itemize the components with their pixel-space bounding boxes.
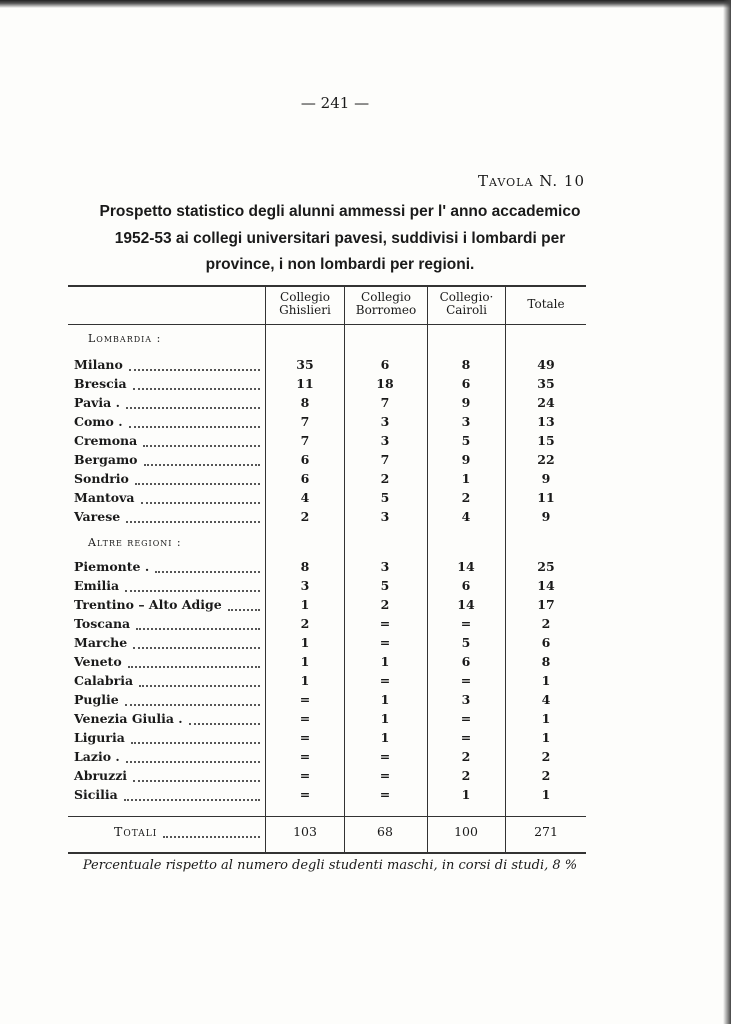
cell-value: = (379, 635, 391, 650)
leader-dots (135, 471, 260, 485)
table-label: Tavola N. 10 (478, 172, 585, 190)
table-row (74, 654, 584, 673)
cell-value: 8 (541, 654, 551, 669)
cell-value: 6 (300, 471, 310, 486)
title-line-1: Prospetto statistico degli alunni ammessi per l' anno accademico (99, 203, 581, 220)
table-row (74, 673, 584, 692)
cell-value: 9 (461, 395, 471, 410)
leader-dots (128, 654, 260, 668)
row-label: Como . (74, 414, 123, 429)
table-row (74, 787, 584, 806)
row-label: Emilia (74, 578, 120, 593)
row-label-cell (74, 490, 262, 509)
scan-edge-right (723, 0, 731, 1024)
cell-value: 24 (537, 395, 555, 410)
column-header-ghislieri (266, 291, 344, 317)
footer-note: Percentuale rispetto al numero degli studenti maschi, in corsi di studi, 8 % (82, 858, 578, 873)
column-header-line: Ghislieri (279, 303, 331, 317)
cell-value: 3 (380, 559, 390, 574)
cell-value: 1 (380, 692, 390, 707)
leader-dots (228, 597, 260, 611)
row-label-cell (74, 471, 262, 490)
row-label-cell (74, 376, 262, 395)
cell-value: 2 (461, 749, 471, 764)
cell-value: 1 (461, 787, 471, 802)
cell-value: 14 (457, 597, 475, 612)
cell-value: 1 (541, 673, 551, 688)
cell-value: 9 (461, 452, 471, 467)
cell-value: 2 (541, 749, 551, 764)
row-label: Lazio . (74, 749, 120, 764)
totals-label-cell (114, 824, 262, 843)
table-row (74, 730, 584, 749)
cell-value: 13 (537, 414, 555, 429)
leader-dots (129, 414, 260, 428)
table-row (74, 768, 584, 787)
cell-value: 1 (380, 730, 390, 745)
row-label: Cremona (74, 433, 138, 448)
cell-value: 17 (537, 597, 555, 612)
cell-value: 6 (541, 635, 551, 650)
cell-value: = (299, 692, 311, 707)
table-bottom-rule (68, 852, 586, 854)
total-value: 103 (293, 824, 317, 839)
row-label: Sicilia (74, 787, 118, 802)
column-header-line: Collegio (280, 290, 330, 304)
row-label-cell (74, 768, 262, 787)
row-label-cell (74, 635, 262, 654)
leader-dots (129, 357, 260, 371)
title-line-3: province, i non lombardi per regioni. (205, 256, 475, 273)
cell-value: 2 (380, 597, 390, 612)
row-label-cell (74, 414, 262, 433)
table-row (74, 559, 584, 578)
cell-value: 1 (461, 471, 471, 486)
leader-dots (133, 635, 260, 649)
row-label: Sondrio (74, 471, 129, 486)
cell-value: 2 (300, 509, 310, 524)
leader-dots (133, 376, 260, 390)
row-label: Venezia Giulia . (74, 711, 183, 726)
row-label: Mantova (74, 490, 135, 505)
total-value: 68 (377, 824, 393, 839)
row-label: Brescia (74, 376, 127, 391)
cell-value: 5 (461, 433, 471, 448)
row-label: Liguria (74, 730, 125, 745)
leader-dots (131, 730, 260, 744)
cell-value: 4 (300, 490, 310, 505)
table-row (74, 452, 584, 471)
column-header-totale: Totale (527, 297, 565, 311)
cell-value: 7 (300, 414, 310, 429)
cell-value: 2 (541, 616, 551, 631)
cell-value: = (299, 768, 311, 783)
cell-value: 2 (461, 768, 471, 783)
title-line-2: 1952-53 ai collegi universitari pavesi, suddivisi i lombardi per (114, 230, 566, 247)
cell-value: 7 (300, 433, 310, 448)
cell-value: = (379, 787, 391, 802)
column-header-borromeo (345, 291, 427, 317)
cell-value: = (379, 616, 391, 631)
row-label: Marche (74, 635, 128, 650)
cell-value: 14 (457, 559, 475, 574)
row-label: Milano (74, 357, 123, 372)
row-label: Abruzzi (74, 768, 128, 783)
cell-value: 3 (300, 578, 310, 593)
cell-value: = (460, 730, 472, 745)
leader-dots (126, 395, 260, 409)
cell-value: 2 (541, 768, 551, 783)
leader-dots (125, 578, 260, 592)
cell-value: 8 (300, 559, 310, 574)
cell-value: 3 (461, 414, 471, 429)
row-label: Trentino – Alto Adige (74, 597, 222, 612)
cell-value: 2 (380, 471, 390, 486)
cell-value: 2 (300, 616, 310, 631)
totals-row (74, 824, 584, 843)
cell-value: 1 (300, 635, 310, 650)
cell-value: 11 (296, 376, 314, 391)
cell-value: 8 (300, 395, 310, 410)
table-row (74, 635, 584, 654)
row-label-cell (74, 730, 262, 749)
cell-value: = (299, 749, 311, 764)
column-header-line: Collegio (361, 290, 411, 304)
row-label-cell (74, 509, 262, 528)
cell-value: 11 (537, 490, 555, 505)
leader-dots (136, 616, 260, 630)
leader-dots (139, 673, 260, 687)
table-row (74, 692, 584, 711)
table-row (74, 433, 584, 452)
leader-dots (126, 749, 260, 763)
row-label: Pavia . (74, 395, 120, 410)
cell-value: 49 (537, 357, 555, 372)
table-row (74, 616, 584, 635)
leader-dots (124, 787, 260, 801)
row-label-cell (74, 578, 262, 597)
leader-dots (155, 559, 260, 573)
cell-value: = (460, 711, 472, 726)
row-label: Veneto (74, 654, 122, 669)
row-label-cell (74, 787, 262, 806)
cell-value: = (379, 673, 391, 688)
cell-value: 6 (461, 654, 471, 669)
cell-value: = (299, 730, 311, 745)
cell-value: 18 (376, 376, 394, 391)
row-label-cell (74, 559, 262, 578)
header-rule (68, 324, 586, 325)
row-label-cell (74, 673, 262, 692)
table-row (74, 749, 584, 768)
leader-dots (143, 433, 260, 447)
cell-value: 6 (300, 452, 310, 467)
cell-value: = (379, 749, 391, 764)
table-row (74, 490, 584, 509)
cell-value: 9 (541, 471, 551, 486)
cell-value: 15 (537, 433, 555, 448)
total-value: 271 (534, 824, 558, 839)
table-row (74, 376, 584, 395)
cell-value: = (299, 787, 311, 802)
row-label: Calabria (74, 673, 134, 688)
cell-value: = (379, 768, 391, 783)
section-heading: Altre regioni : (88, 536, 182, 549)
cell-value: 6 (461, 376, 471, 391)
cell-value: 1 (380, 654, 390, 669)
row-label-cell (74, 616, 262, 635)
cell-value: 3 (380, 433, 390, 448)
table-row (74, 578, 584, 597)
cell-value: 5 (380, 578, 390, 593)
row-label: Toscana (74, 616, 131, 631)
row-label: Varese (74, 509, 121, 524)
cell-value: 2 (461, 490, 471, 505)
cell-value: 5 (380, 490, 390, 505)
cell-value: 35 (296, 357, 314, 372)
cell-value: 7 (380, 452, 390, 467)
column-header-line: Borromeo (355, 303, 417, 317)
table-row (74, 509, 584, 528)
row-label-cell (74, 395, 262, 414)
row-label-cell (74, 692, 262, 711)
cell-value: = (460, 673, 472, 688)
row-label-cell (74, 597, 262, 616)
cell-value: 1 (541, 730, 551, 745)
table-row (74, 357, 584, 376)
cell-value: 6 (380, 357, 390, 372)
leader-dots (133, 768, 260, 782)
row-label: Bergamo (74, 452, 138, 467)
cell-value: 4 (461, 509, 471, 524)
cell-value: 1 (541, 787, 551, 802)
row-label-cell (74, 433, 262, 452)
cell-value: 35 (537, 376, 555, 391)
table-row (74, 711, 584, 730)
cell-value: 7 (380, 395, 390, 410)
total-value: 100 (454, 824, 478, 839)
cell-value: 1 (380, 711, 390, 726)
cell-value: 25 (537, 559, 555, 574)
table-top-rule (68, 285, 586, 287)
leader-dots (189, 711, 260, 725)
row-label: Puglie (74, 692, 119, 707)
page-number: — 241 — (300, 94, 370, 112)
cell-value: 4 (541, 692, 551, 707)
cell-value: 8 (461, 357, 471, 372)
cell-value: 14 (537, 578, 555, 593)
leader-dots (125, 692, 260, 706)
row-label-cell (74, 711, 262, 730)
row-label: Piemonte . (74, 559, 150, 574)
column-header-cairoli (428, 291, 505, 317)
column-header-line: Collegio· (439, 290, 494, 304)
row-label-cell (74, 749, 262, 768)
totals-rule (68, 816, 586, 817)
leader-dots (144, 452, 260, 466)
table-row (74, 395, 584, 414)
cell-value: 3 (380, 414, 390, 429)
cell-value: 9 (541, 509, 551, 524)
table-row (74, 414, 584, 433)
cell-value: 6 (461, 578, 471, 593)
leader-dots (163, 824, 260, 838)
cell-value: 1 (300, 597, 310, 612)
cell-value: = (460, 616, 472, 631)
row-label-cell (74, 357, 262, 376)
table-row (74, 471, 584, 490)
cell-value: 1 (300, 673, 310, 688)
cell-value: 22 (537, 452, 555, 467)
cell-value: = (299, 711, 311, 726)
table-row (74, 597, 584, 616)
column-header-line: Cairoli (446, 303, 487, 317)
leader-dots (141, 490, 261, 504)
row-label-cell (74, 654, 262, 673)
row-label-cell (74, 452, 262, 471)
cell-value: 5 (461, 635, 471, 650)
cell-value: 3 (461, 692, 471, 707)
cell-value: 1 (300, 654, 310, 669)
section-heading: Lombardia : (88, 332, 162, 345)
cell-value: 1 (541, 711, 551, 726)
leader-dots (126, 509, 260, 523)
cell-value: 3 (380, 509, 390, 524)
totals-label: Totali (114, 824, 158, 839)
scan-edge-top (0, 0, 731, 8)
